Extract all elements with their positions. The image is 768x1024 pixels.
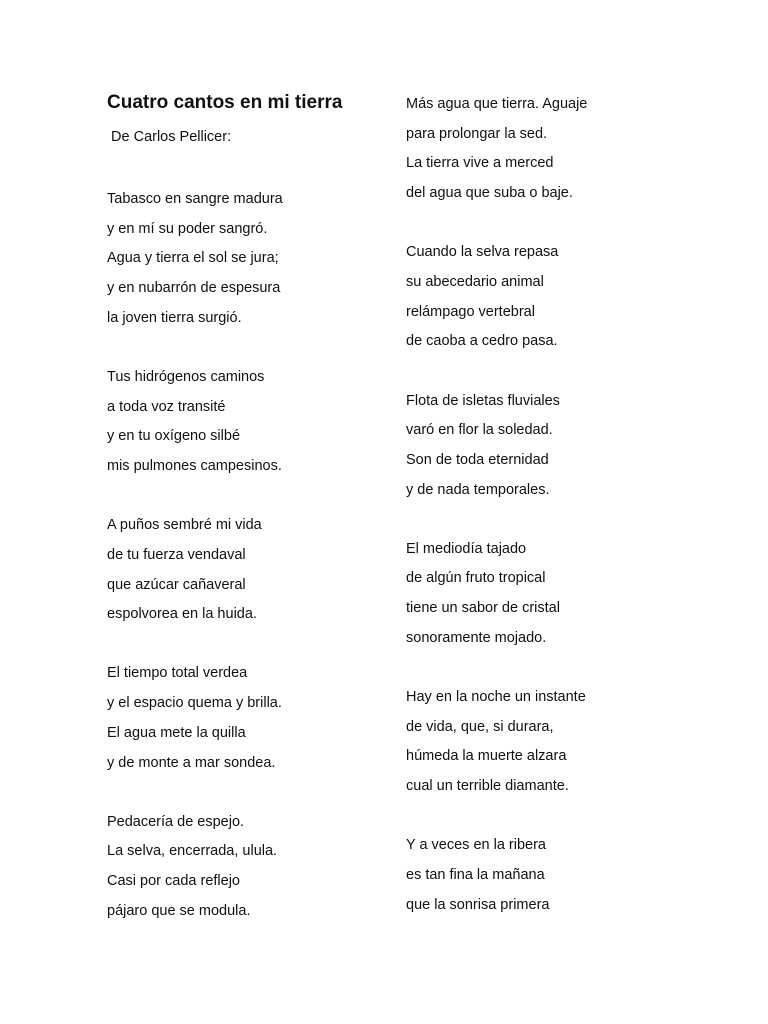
- poem-line: a toda voz transité: [107, 398, 226, 415]
- poem-line: la joven tierra surgió.: [107, 309, 242, 326]
- poem-line: Casi por cada reflejo: [107, 873, 240, 890]
- poem-line: El agua mete la quilla: [107, 724, 246, 741]
- poem-line: Más agua que tierra. Aguaje: [406, 96, 588, 112]
- poem-line: A puños sembré mi vida: [107, 517, 262, 534]
- poem-line: Y a veces en la ribera: [406, 837, 546, 854]
- stanza: [406, 831, 736, 920]
- poem-line: que azúcar cañaveral: [107, 576, 246, 593]
- stanza: [107, 659, 387, 778]
- right-stanzas: [406, 90, 736, 950]
- stanza: [406, 90, 736, 209]
- poem-line: y de monte a mar sondea.: [107, 754, 276, 771]
- poem-line: Hay en la noche un instante: [406, 689, 586, 705]
- poem-line: Flota de isletas fluviales: [406, 392, 560, 409]
- poem-line: Pedacería de espejo.: [107, 813, 245, 830]
- poem-line: El tiempo total verdea: [107, 665, 248, 682]
- poem-line: Tabasco en sangre madura: [107, 191, 283, 207]
- poem-line: para prolongar la sed.: [406, 125, 548, 142]
- poem-line: de vida, que, si durara,: [406, 718, 554, 735]
- poem-line: tiene un sabor de cristal: [406, 600, 560, 617]
- poem-line: de algún fruto tropical: [406, 570, 546, 587]
- poem-line: y en mí su poder sangró.: [107, 220, 268, 237]
- poem-line: de caoba a cedro pasa.: [406, 333, 558, 350]
- poem-line: es tan fina la mañana: [406, 866, 545, 883]
- poem-line: y de nada temporales.: [406, 481, 550, 498]
- poem-title: Cuatro cantos en mi tierra: [107, 92, 343, 113]
- poem-line: húmeda la muerte alzara: [406, 748, 567, 765]
- stanza: [406, 238, 736, 357]
- stanza: [406, 535, 736, 654]
- poem-line: Cuando la selva repasa: [406, 244, 559, 261]
- poem-line: espolvorea en la huida.: [107, 606, 257, 623]
- poem-line: La selva, encerrada, ulula.: [107, 843, 278, 860]
- poem-line: pájaro que se modula.: [107, 902, 251, 919]
- poem-line: su abecedario animal: [406, 273, 544, 290]
- poem-line: del agua que suba o baje.: [406, 185, 573, 202]
- poem-line: La tierra vive a merced: [406, 155, 554, 172]
- poem-line: y el espacio quema y brilla.: [107, 695, 282, 712]
- poem-line: y en nubarrón de espesura: [107, 280, 281, 297]
- poem-line: de tu fuerza vendaval: [107, 546, 246, 563]
- poem-line: Tus hidrógenos caminos: [107, 368, 265, 385]
- poem-line: cual un terrible diamante.: [406, 778, 569, 795]
- poem-line: y en tu oxígeno silbé: [107, 428, 241, 445]
- poem-line: Agua y tierra el sol se jura;: [107, 250, 279, 267]
- poem-line: relámpago vertebral: [406, 303, 535, 320]
- poem-line: varó en flor la soledad.: [406, 422, 553, 439]
- stanza: [406, 387, 736, 506]
- poem-author: De Carlos Pellicer:: [107, 129, 232, 145]
- stanza: [107, 185, 387, 333]
- stanza: [107, 511, 387, 630]
- poem-line: sonoramente mojado.: [406, 629, 547, 646]
- stanza: [107, 363, 387, 482]
- poem-line: mis pulmones campesinos.: [107, 458, 282, 474]
- stanza: [406, 683, 736, 802]
- poem-line: Son de toda eternidad: [406, 451, 549, 468]
- poem-line: El mediodía tajado: [406, 540, 527, 557]
- poem-line: que la sonrisa primera: [406, 896, 550, 913]
- stanza: [107, 808, 387, 927]
- left-stanzas: [107, 185, 387, 956]
